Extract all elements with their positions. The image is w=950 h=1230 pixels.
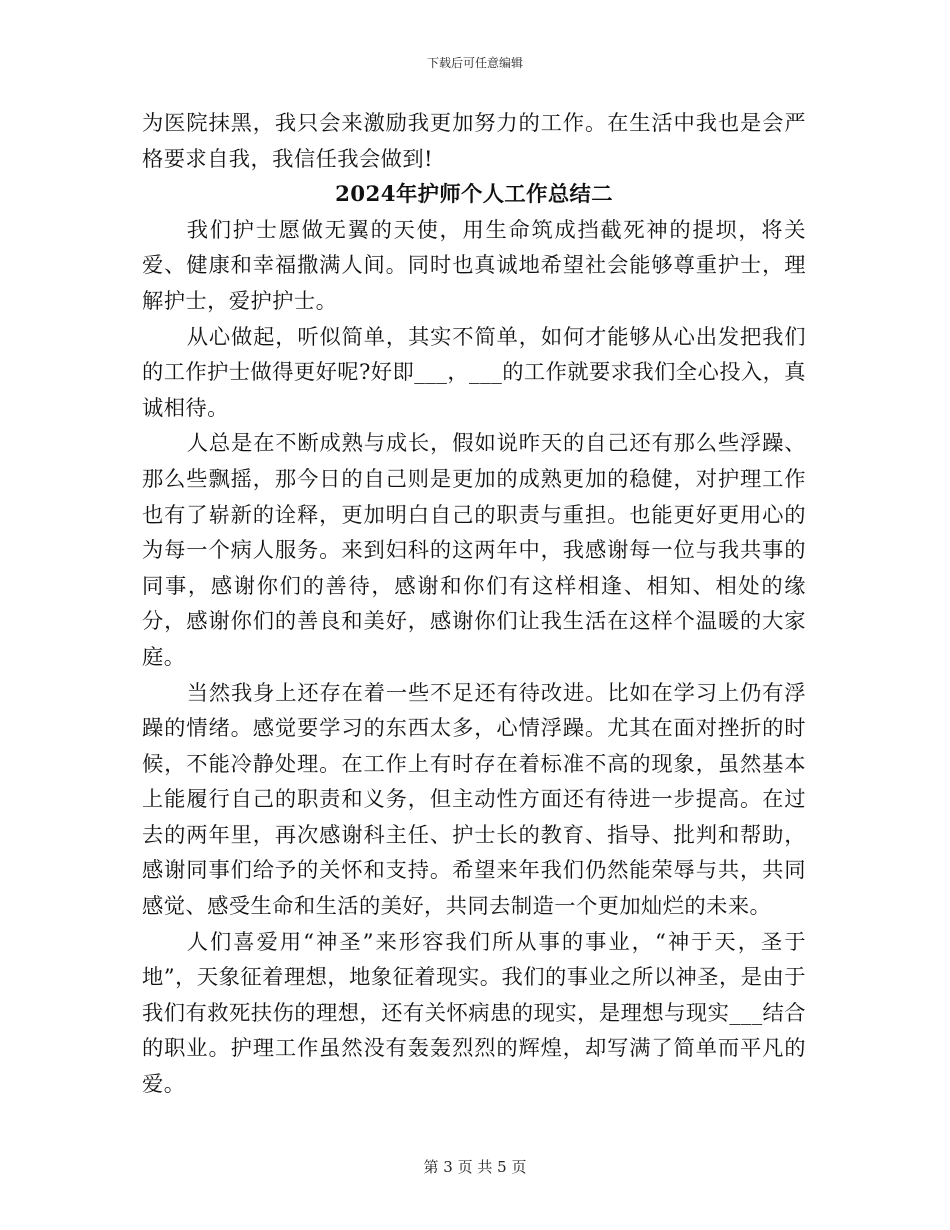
paragraph: 人总是在不断成熟与成长，假如说昨天的自己还有那么些浮躁、那么些飘摇，那今日的自己则是更加的成熟更加的稳健，对护理工作也有了崭新的诠释，更加明白自己的职责与重担。也能更好更用心的为每一个病人服务。来到妇科的这两年中，我感谢每一位与我共事的同事，感谢你们的善待，感谢和你们有这样相逢、相知、相处的缘分，感谢你们的善良和美好，感谢你们让我生活在这样个温暖的大家庭。 [142,431,806,670]
section-title: 2024年护师个人工作总结二 [335,182,613,208]
paragraph: 当然我身上还存在着一些不足还有待改进。比如在学习上仍有浮躁的情绪。感觉要学习的东西太多，心情浮躁。尤其在面对挫折的时候，不能冷静处理。在工作上有时存在着标准不高的现象，虽然基本上能履行自己的职责和义务，但主动性方面还有待进一步提高。在过去的两年里，再次感谢科主任、护士长的教育、指导、批判和帮助，感谢同事们给予的关怀和支持。希望来年我们仍然能荣辱与共，共同感觉、感受生命和生活的美好，共同去制造一个更加灿烂的未来。 [142,680,806,920]
page-footer: 第 3 页 共 5 页 [423,1158,527,1176]
paragraph: 从心做起，听似简单，其实不简单，如何才能够从心出发把我们的工作护士做得更好呢?好即___，___的工作就要求我们全心投入，真诚相待。 [142,324,806,421]
paragraph: 人们喜爱用“神圣”来形容我们所从事的事业，“神于天，圣于地”，天象征着理想，地象征着现实。我们的事业之所以神圣，是由于我们有救死扶伤的理想，还有关怀病患的现实，是理想与现实___结合的职业。护理工作虽然没有轰轰烈烈的辉煌，却写满了简单而平凡的爱。 [142,929,806,1098]
paragraph: 我们护士愿做无翼的天使，用生命筑成挡截死神的提坝，将关爱、健康和幸福撒满人间。同时也真诚地希望社会能够尊重护士，理解护士，爱护护士。 [142,217,806,314]
lead-paragraph: 为医院抹黑，我只会来激励我更加努力的工作。在生活中我也是会严格要求自我，我信任我会做到! [142,111,806,172]
page-header: 下载后可任意编辑 [426,56,523,70]
document-body [142,106,806,1103]
